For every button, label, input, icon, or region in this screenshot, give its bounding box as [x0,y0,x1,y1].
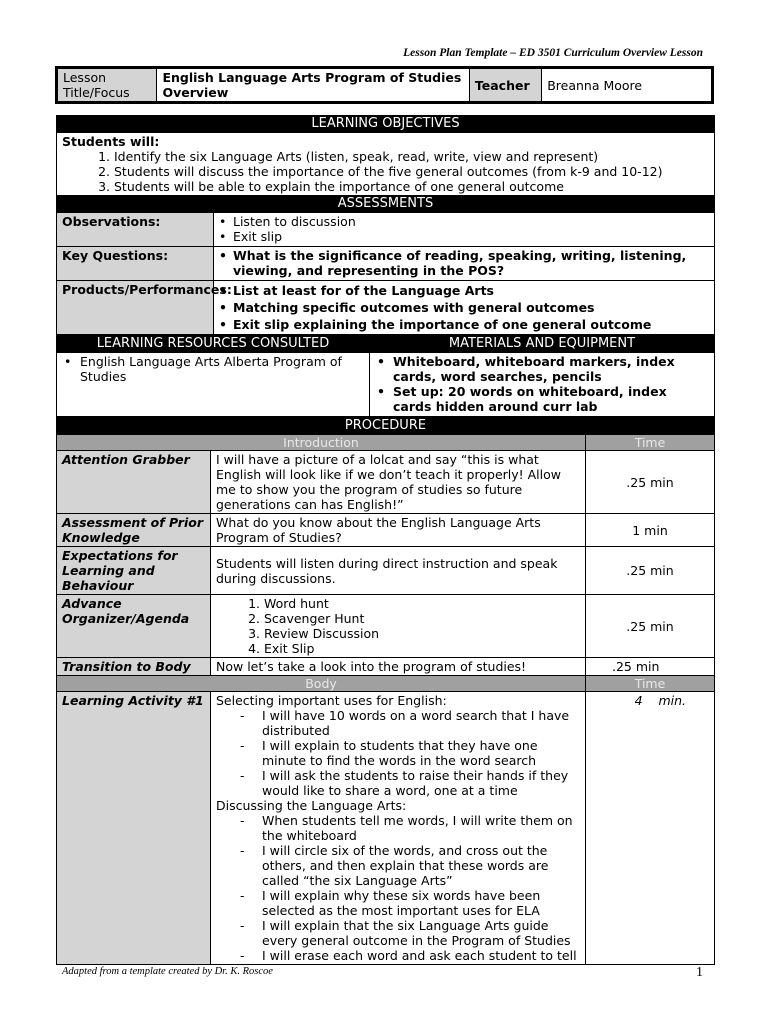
teacher-label: Teacher [469,68,541,103]
procedure-heading: PROCEDURE [57,418,715,435]
activity-step: - I will erase each word and ask each student to tell [236,948,580,963]
teacher-value: Breanna Moore [542,68,713,103]
expectations-label: Expectations for Learning and Behaviour [57,547,211,595]
introduction-heading: Introduction [57,435,586,451]
resources-consulted-heading: LEARNING RESOURCES CONSULTED [57,336,370,353]
agenda-item: 1. Word hunt [264,596,580,611]
footer-credit: Adapted from a template created by Dr. K. Roscoe [62,966,273,977]
intro-time-heading: Time [586,435,715,451]
activity-steps-selecting [236,708,580,798]
activity-step: - I will explain to students that they have one minute to find the words in the word search [236,738,580,768]
expectations-text: Students will listen during direct instruction and speak during discussions. [211,547,586,595]
attention-grabber-time: .25 min [586,451,715,514]
activity-step: - I will explain why these six words have been selected as the most important uses for ELA [236,888,580,918]
attention-grabber-text: I will have a picture of a lolcat and say “this is what English will look like if we don’t teach it properly! Allow me to show you the program of studies so future generations can has English!” [211,451,586,514]
transition-text: Now let’s take a look into the program of studies! [211,658,586,676]
learning-activity-1-time: 4 min. [586,692,715,965]
body-heading: Body [57,676,586,692]
observations-label: Observations: [57,213,214,247]
product-item: • List at least for of the Language Arts [219,282,709,299]
objective-item: 1. Identify the six Language Arts (listen, speak, read, write, view and represent) [114,149,709,164]
prior-knowledge-label: Assessment of Prior Knowledge [57,514,211,547]
objectives-list [114,149,709,194]
observation-item: • Exit slip [219,229,709,244]
agenda-label: Advance Organizer/Agenda [57,595,211,658]
objectives-assessments-table [56,115,715,335]
observations-list [219,214,709,244]
activity-lead-discussing: Discussing the Language Arts: [216,798,407,813]
agenda-item: 3. Review Discussion [264,626,580,641]
material-item: • Set up: 20 words on whiteboard, index cards hidden around curr lab [375,384,709,414]
procedure-table [56,417,715,965]
agenda-item: 4. Exit Slip [264,641,580,656]
activity-step: - I will circle six of the words, and cross out the others, and then explain that these words are called “the six Language Arts” [236,843,580,888]
resources-table [56,335,715,417]
body-time-heading: Time [586,676,715,692]
objective-item: 3. Students will be able to explain the importance of one general outcome [114,179,709,194]
activity-step: - I will have 10 words on a word search that I have distributed [236,708,580,738]
lesson-title-value: English Language Arts Program of Studies Overview [157,68,469,103]
resources-consulted-list [62,354,364,384]
transition-label: Transition to Body [57,658,211,676]
prior-knowledge-text: What do you know about the English Language Arts Program of Studies? [211,514,586,547]
template-title: Lesson Plan Template – ED 3501 Curriculum Overview Lesson [403,47,703,59]
objective-item: 2. Students will discuss the importance of the five general outcomes (from k-9 and 10-12) [114,164,709,179]
product-item: • Matching specific outcomes with general outcomes [219,299,709,316]
product-item: • Exit slip explaining the importance of one general outcome [219,316,709,333]
expectations-time: .25 min [586,547,715,595]
materials-heading: MATERIALS AND EQUIPMENT [370,336,715,353]
key-question-item: • What is the significance of reading, speaking, writing, listening, viewing, and representing in the POS? [219,248,709,278]
agenda-item: 2. Scavenger Hunt [264,611,580,626]
page-number: 1 [696,965,703,980]
materials-list [375,354,709,414]
lesson-plan-body [56,115,714,965]
products-list [219,282,709,333]
activity-step: - When students tell me words, I will write them on the whiteboard [236,813,580,843]
assessments-heading: ASSESSMENTS [57,196,715,213]
activity-step: - I will ask the students to raise their hands if they would like to share a word, one at a time [236,768,580,798]
agenda-list [264,596,580,656]
resource-item: • English Language Arts Alberta Program of Studies [62,354,364,384]
observation-item: • Listen to discussion [219,214,709,229]
objectives-intro: Students will: [62,134,160,149]
products-label: Products/Performances: [57,281,214,335]
prior-knowledge-time: 1 min [586,514,715,547]
attention-grabber-label: Attention Grabber [57,451,211,514]
key-questions-list [219,248,709,278]
activity-steps-discussing [236,813,580,963]
activity-lead-selecting: Selecting important uses for English: [216,693,447,708]
material-item: • Whiteboard, whiteboard markers, index cards, word searches, pencils [375,354,709,384]
learning-activity-1-label: Learning Activity #1 [57,692,211,965]
key-questions-label: Key Questions: [57,247,214,281]
agenda-time: .25 min [586,595,715,658]
objectives-heading: LEARNING OBJECTIVES [57,116,715,133]
transition-time: .25 min [586,658,715,676]
activity-step: - I will explain that the six Language Arts guide every general outcome in the Program of Studies [236,918,580,948]
lesson-title-label: Lesson Title/Focus [57,68,157,103]
lesson-title-table [55,66,714,104]
